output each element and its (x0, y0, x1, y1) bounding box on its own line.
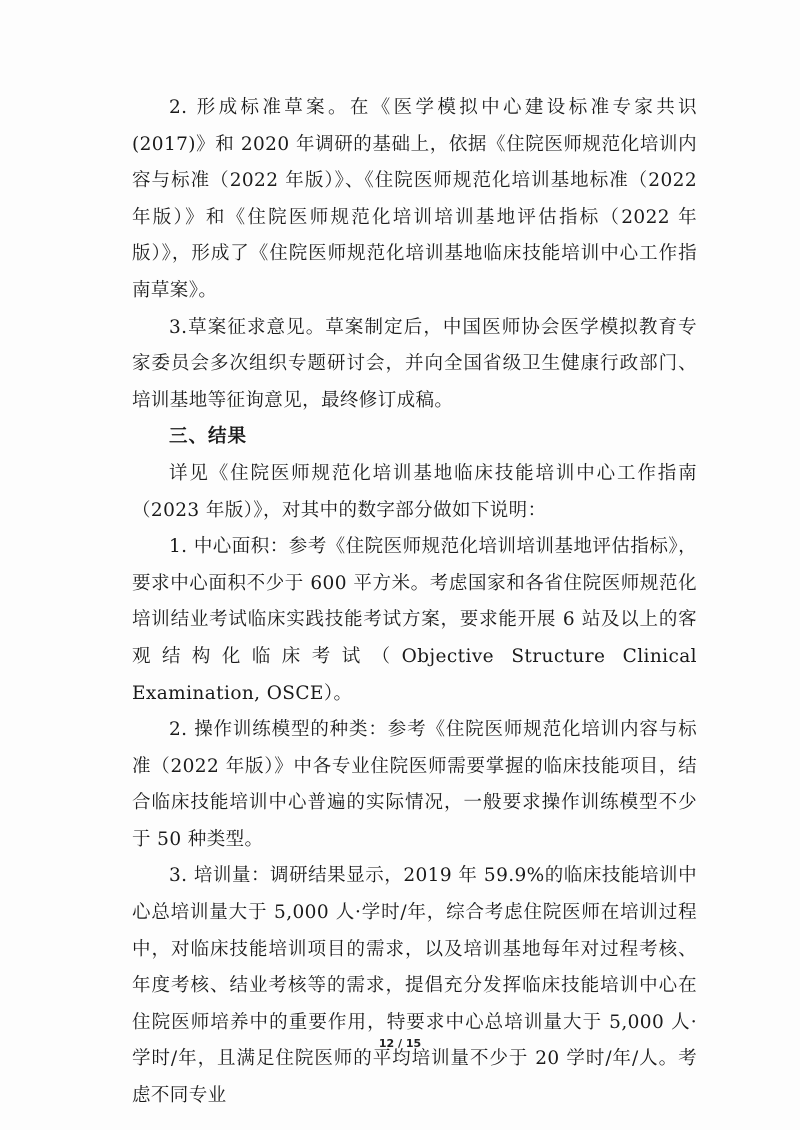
section-heading-results: 三、结果 (169, 426, 248, 448)
paragraph-results-intro: 详见《住院医师规范化培训基地临床技能培训中心工作指南（2023 年版）》，对其中的数字部分做如下说明： (132, 462, 697, 521)
paragraph-draft-consultation: 3.草案征求意见。草案制定后，中国医师协会医学模拟教育专家委员会多次组织专题研讨会，并向全国省级卫生健康行政部门、培训基地等征询意见，最终修订成稿。 (132, 316, 697, 411)
paragraph-draft-standard: 2. 形成标准草案。在《医学模拟中心建设标准专家共识(2017)》和 2020 年调研的基础上，依据《住院医师规范化培训内容与标准（2022 年版）》、《住院医师规范化培训基地标准（2022 年版）》和《住院医师规范化培训培训基地评估指标（2022 年版）》，形成了《住院医师规范化培训基地临床技能培训中心工作指南草案》。 (132, 97, 697, 301)
paragraph-training-models: 2. 操作训练模型的种类：参考《住院医师规范化培训内容与标准（2022 年版）》中各专业住院医师需要掌握的临床技能项目，结合临床技能培训中心普遍的实际情况，一般要求操作训练模型不少于 50 种类型。 (132, 719, 697, 850)
paragraph-center-area: 1. 中心面积：参考《住院医师规范化培训培训基地评估指标》，要求中心面积不少于 600 平方米。考虑国家和各省住院医师规范化培训结业考试临床实践技能考试方案，要求能开展 6 站及以上的客观结构化临床考试（Objective Structure Clinical Examination, OSCE）。 (132, 536, 697, 704)
document-body (132, 90, 697, 1115)
paragraph-training-volume: 3. 培训量：调研结果显示，2019 年 59.9%的临床技能培训中心总培训量大于 5,000 人·学时/年，综合考虑住院医师在培训过程中，对临床技能培训项目的需求，以及培训基地每年对过程考核、年度考核、结业考核等的需求，提倡充分发挥临床技能培训中心在住院医师培养中的重要作用，特要求中心总培训量大于 5,000 人·学时/年，且满足住院医师的平均培训量不少于 20 学时/年/人。考虑不同专业 (132, 865, 697, 1107)
page-number: 12 / 15 (378, 1037, 422, 1050)
